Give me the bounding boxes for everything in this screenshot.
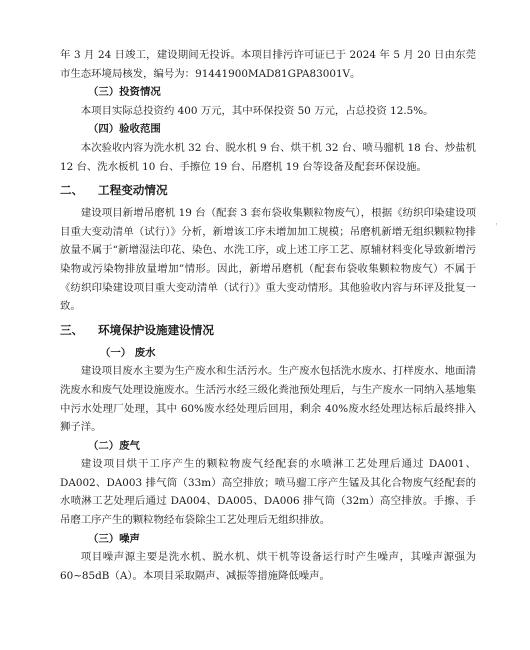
section-heading-changes (60, 181, 476, 199)
section-title: 环境保护设施建设情况 (98, 322, 214, 337)
paragraph-noise: 项目噪声源主要是洗水机、脱水机、烘干机等设备运行时产生噪声，其噪声源强为 60~85dB（A）。本项目采取隔声、减振等措施降低噪声。 (60, 551, 476, 582)
section-number: 三、 (60, 322, 84, 337)
heading-acceptance-scope: （四）验收范围 (88, 123, 161, 136)
heading-exhaust-gas: （二）废气 (88, 439, 140, 452)
paragraph-acceptance-scope: 本次验收内容为洗水机 32 台、脱水机 9 台、烘干机 32 台、喷马骝机 18 台、炒盐机 12 台、洗水板机 10 台、手擦位 19 台、吊磨机 19 台等设备及配套环保设施。 (60, 141, 476, 173)
margin-mark: ， (494, 217, 504, 227)
heading-wastewater: （一） 废水 (100, 346, 156, 359)
paragraph-wastewater: 建设项目废水主要为生产废水和生活污水。生产废水包括洗水废水、打样废水、地面清洗废水和废气处理设施废水。生活污水经三级化粪池预处理后，与生产废水一同纳入基地集中污水处理厂处理，其中 60%废水经处理后回用，剩余 40%废水经处理达标后最终排入狮子洋。 (60, 365, 476, 434)
heading-noise: （三）噪声 (88, 532, 140, 545)
section-title: 工程变动情况 (98, 183, 168, 198)
paragraph-investment: 本项目实际总投资约 400 万元，其中环保投资 50 万元，占总投资 12.5%。 (80, 104, 434, 117)
heading-investment: （三）投资情况 (88, 86, 161, 99)
section-heading-environmental (60, 321, 476, 339)
paragraph-completion: 年 3 月 24 日竣工，建设期间无投诉。本项目排污许可证已于 2024 年 5 月 20 日由东莞市生态环境局核发，编号为：91441900MAD81GPA83001V。 (60, 49, 476, 80)
section-number: 二、 (60, 183, 84, 198)
paragraph-exhaust-gas: 建设项目烘干工序产生的颗粒物废气经配套的水喷淋工艺处理后通过 DA001、DA002、DA003 排气筒（33m）高空排放；喷马骝工序产生锰及其化合物废气经配套的水喷淋工艺处理后通过 DA004、DA005、DA006 排气筒（32m）高空排放。手擦、手吊磨工序产生的颗粒物经布袋除尘工艺处理后无组织排放。 (60, 458, 476, 527)
paragraph-changes: 建设项目新增吊磨机 19 台（配套 3 套布袋收集颗粒物废气），根据《纺织印染建设项目重大变动清单（试行）》分析，新增该工序未增加加工规模；吊磨机新增无组织颗粒物排放量不属于“新增湿法印花、染色、水洗工序，或上述工序工艺、原辅材料变化导致新增污染物或污染物排放量增加”情形。因此，新增吊磨机（配套布袋收集颗粒物废气）不属于《纺织印染建设项目重大变动清单（试行）》重大变动情形。其他验收内容与环评及批复一致。 (60, 207, 476, 313)
